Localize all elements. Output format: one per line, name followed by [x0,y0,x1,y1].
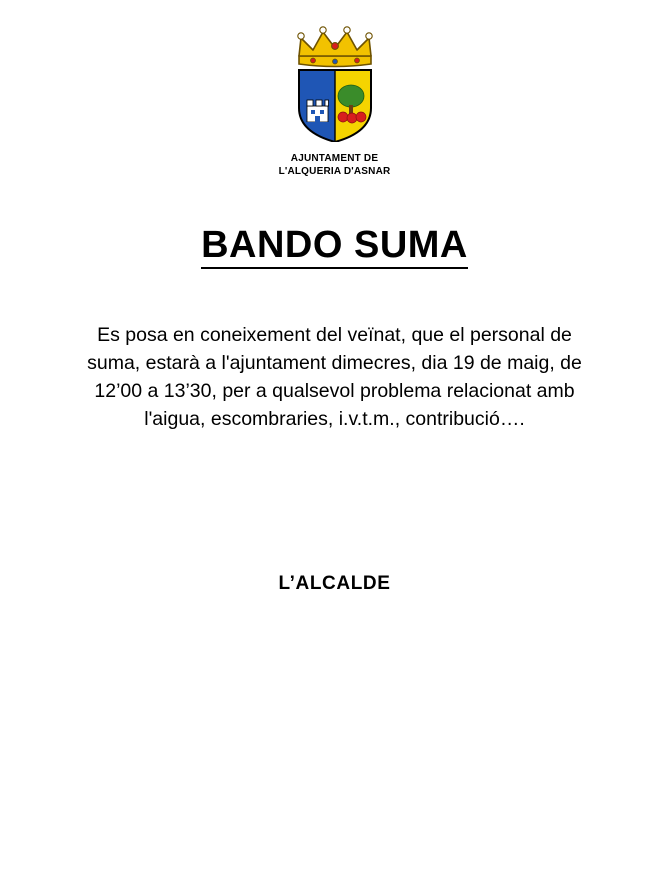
page-title [0,224,669,267]
announcement-body: Es posa en coneixement del veïnat, que el personal de suma, estarà a l'ajuntament dimecres, dia 19 de maig, de 12’00 a 13’30, per a qualsevol problema relacionat amb l'aigua, escombraries, i.v.t.m., contribució…. [87,324,582,430]
organization-name-line2: L'ALQUERIA D'ASNAR [278,166,391,177]
page-title-text: BANDO SUMA [201,224,468,269]
coat-of-arms-icon [277,22,393,142]
organization-name [279,152,391,178]
signature-line: L’ALCALDE [278,573,391,594]
header-block [0,0,669,178]
organization-name-line1: AJUNTAMENT DE [290,153,379,164]
